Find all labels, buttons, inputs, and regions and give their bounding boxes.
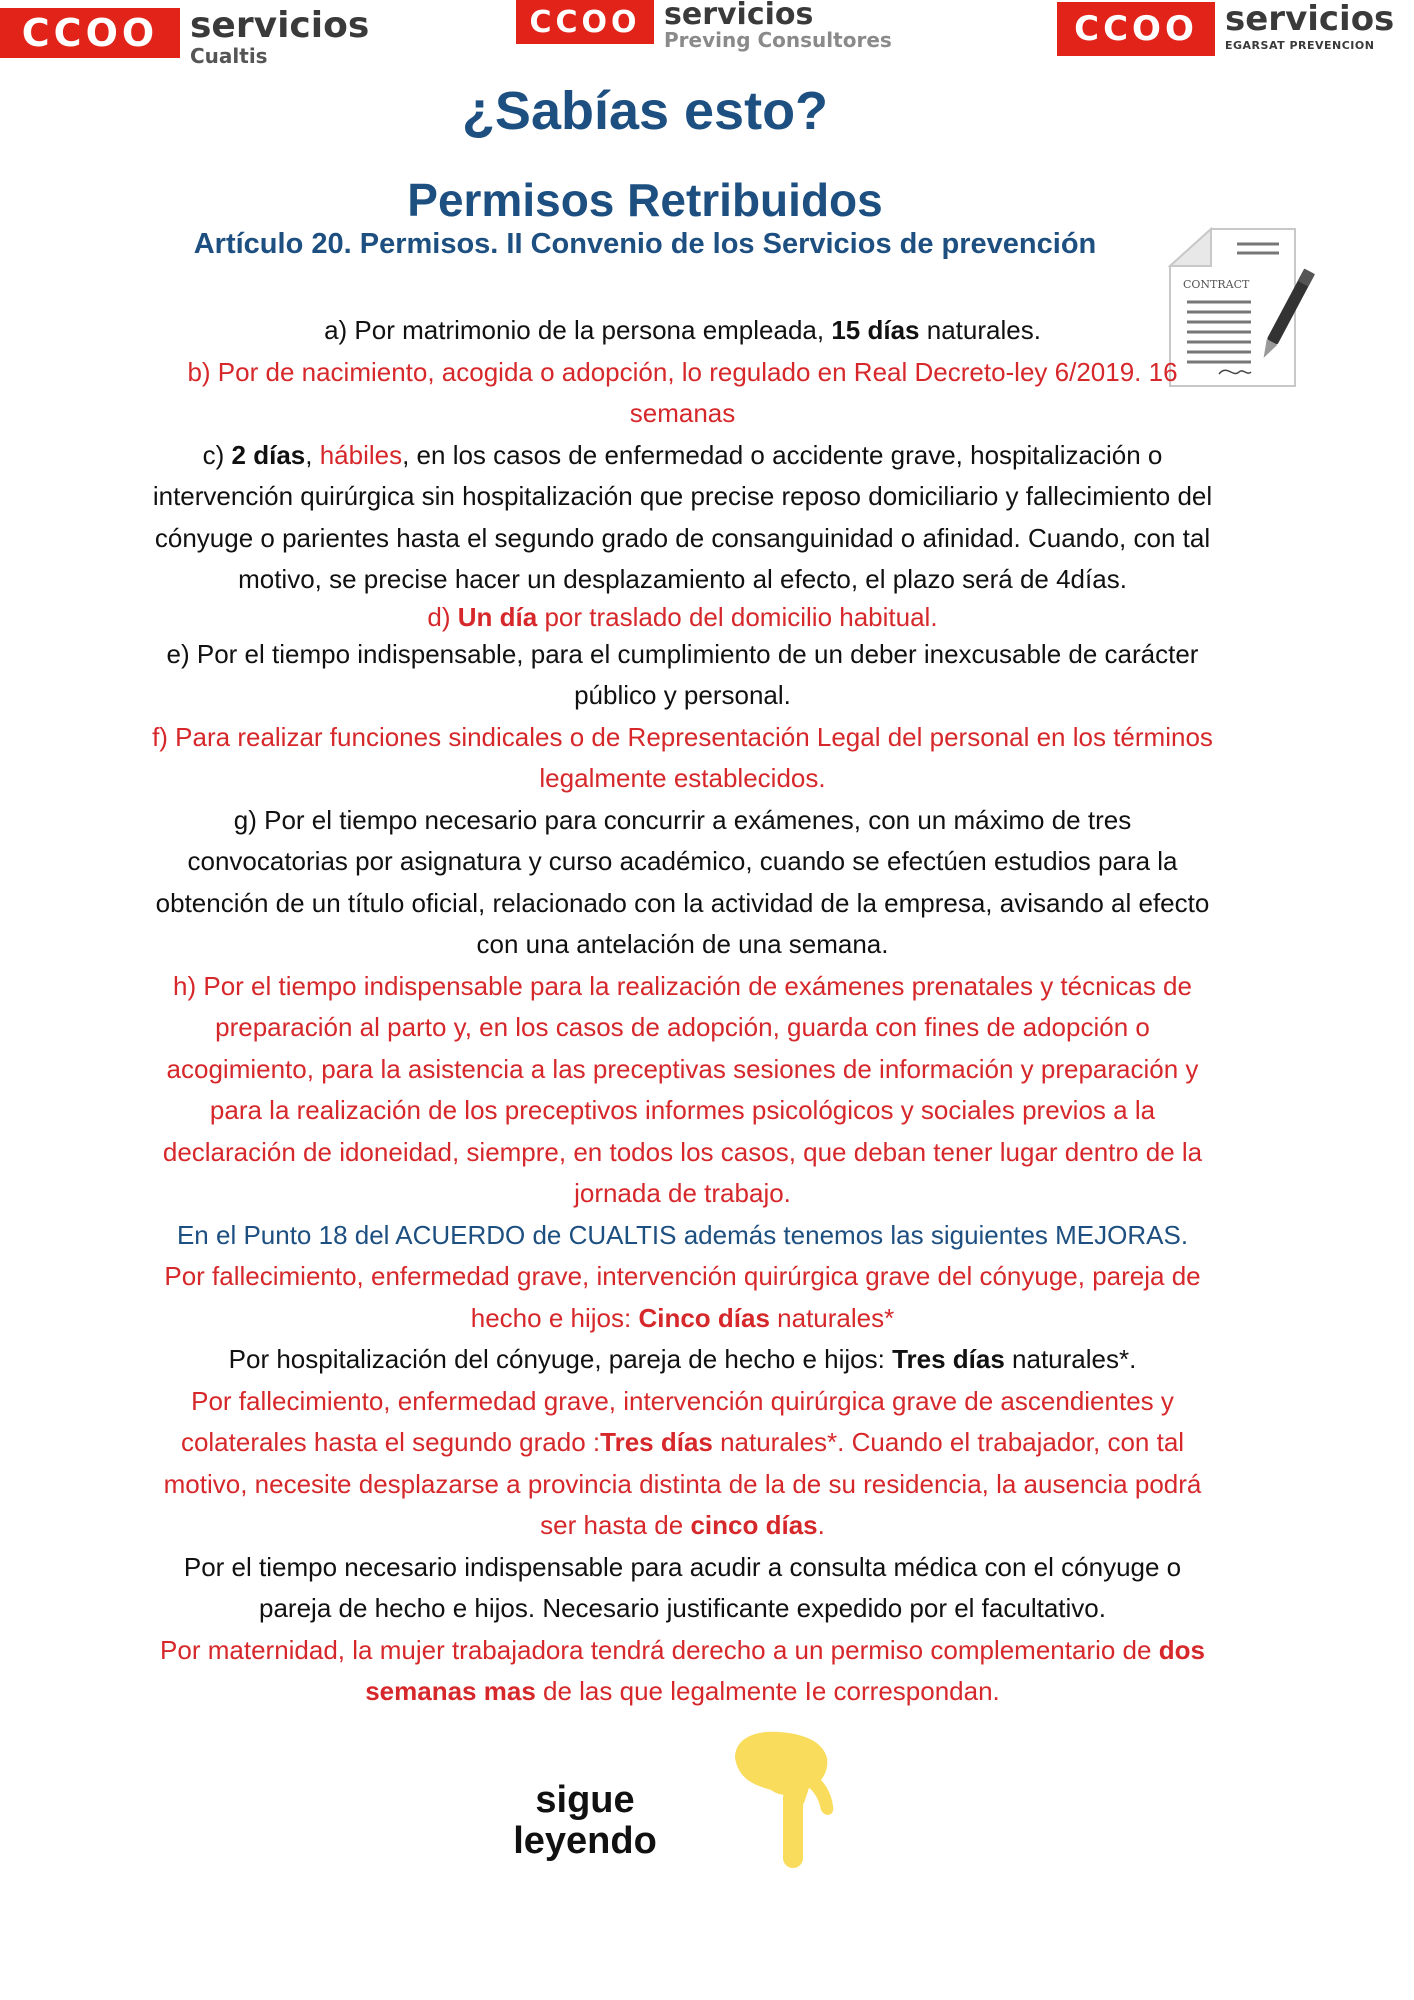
logo-ccoo-egarsat bbox=[1057, 2, 1394, 56]
ccoo-logo-mark: CCOO bbox=[0, 8, 180, 58]
item-c: c) 2 días, hábiles, en los casos de enfermedad o accidente grave, hospitalización o intervención quirúrgica sin hospitalización que precise reposo domiciliario y fallecimiento del cónyuge o parientes hasta el segundo grado de consanguinidad o afinidad. Cuando, con tal motivo, se precise hacer un desplazamiento al efecto, el plazo será de 4días. bbox=[152, 439, 1213, 594]
ccoo-logo-mark: CCOO bbox=[516, 0, 654, 44]
mejora-4: Por el tiempo necesario indispensable para acudir a consulta médica con el cónyuge o pareja de hecho e hijos. Necesario justificante expedido por el facultativo. bbox=[183, 1551, 1182, 1623]
logo-sub: Preving Consultores bbox=[664, 28, 892, 52]
mejora-2: Por hospitalización del cónyuge, pareja de hecho e hijos: Tres días naturales*. bbox=[228, 1344, 1137, 1374]
mejora-1: Por fallecimiento, enfermedad grave, intervención quirúrgica grave del cónyuge, pareja de hecho e hijos: Cinco días naturales* bbox=[164, 1261, 1201, 1333]
item-e: e) Por el tiempo indispensable, para el cumplimiento de un deber inexcusable de carácter público y personal. bbox=[166, 638, 1199, 710]
continue-reading-label: sigue leyendo bbox=[513, 1779, 657, 1862]
logo-ccoo-preving bbox=[516, 0, 892, 50]
item-b: b) Por de nacimiento, acogida o adopción, lo regulado en Real Decreto-ley 6/2019. 16 semanas bbox=[187, 356, 1178, 428]
item-d: d) Un día por traslado del domicilio habitual. bbox=[427, 601, 938, 632]
mejora-3: Por fallecimiento, enfermedad grave, intervención quirúrgica grave de ascendientes y colaterales hasta el segundo grado :Tres días naturales*. Cuando el trabajador, con tal motivo, necesite desplazarse a provincia distinta de la de su residencia, la ausencia podrá ser hasta de cinco días. bbox=[163, 1385, 1202, 1540]
item-g: g) Por el tiempo necesario para concurrir a exámenes, con un máximo de tres convocatorias por asignatura y curso académico, cuando se efectúen estudios para la obtención de un título oficial, relacionado con la actividad de la empresa, avisando al efecto con una antelación de una semana. bbox=[155, 804, 1210, 959]
mejoras-intro: En el Punto 18 del ACUERDO de CUALTIS además tenemos las siguientes MEJORAS. bbox=[176, 1219, 1189, 1250]
logo-name: servicios bbox=[1225, 0, 1395, 39]
logo-sub: EGARSAT PREVENCION bbox=[1225, 39, 1375, 52]
item-h: h) Por el tiempo indispensable para la realización de exámenes prenatales y técnicas de preparación al parto y, en los casos de adopción, guarda con fines de adopción o acogimiento, para la asistencia a las preceptivas sesiones de información y preparación y para la realización de los preceptivos informes psicológicos y sociales previos a la declaración de idoneidad, siempre, en todos los casos, que deban tener lugar dentro de la jornada de trabajo. bbox=[162, 970, 1203, 1208]
logo-name: servicios bbox=[190, 5, 370, 46]
logo-ccoo-cualtis bbox=[0, 5, 370, 68]
item-a: a) Por matrimonio de la persona empleada, 15 días naturales. bbox=[324, 315, 1041, 345]
contract-label: CONTRACT bbox=[1183, 278, 1250, 291]
permits-list bbox=[150, 310, 1215, 1713]
ccoo-logo-mark: CCOO bbox=[1057, 2, 1215, 56]
logo-sub: Cualtis bbox=[190, 44, 268, 68]
page-title: ¿Sabías esto? bbox=[461, 81, 829, 141]
mejora-5: Por maternidad, la mujer trabajadora tendrá derecho a un permiso complementario de dos semanas mas de las que legalmente Ie correspondan. bbox=[160, 1634, 1205, 1706]
item-f: f) Para realizar funciones sindicales o de Representación Legal del personal en los términos legalmente establecidos. bbox=[152, 721, 1213, 793]
pointing-down-hand-icon bbox=[725, 1728, 845, 1878]
article-heading: Artículo 20. Permisos. II Convenio de los Servicios de prevención bbox=[193, 228, 1097, 260]
page-subtitle: Permisos Retribuidos bbox=[407, 174, 883, 226]
logo-name: servicios bbox=[664, 0, 814, 32]
